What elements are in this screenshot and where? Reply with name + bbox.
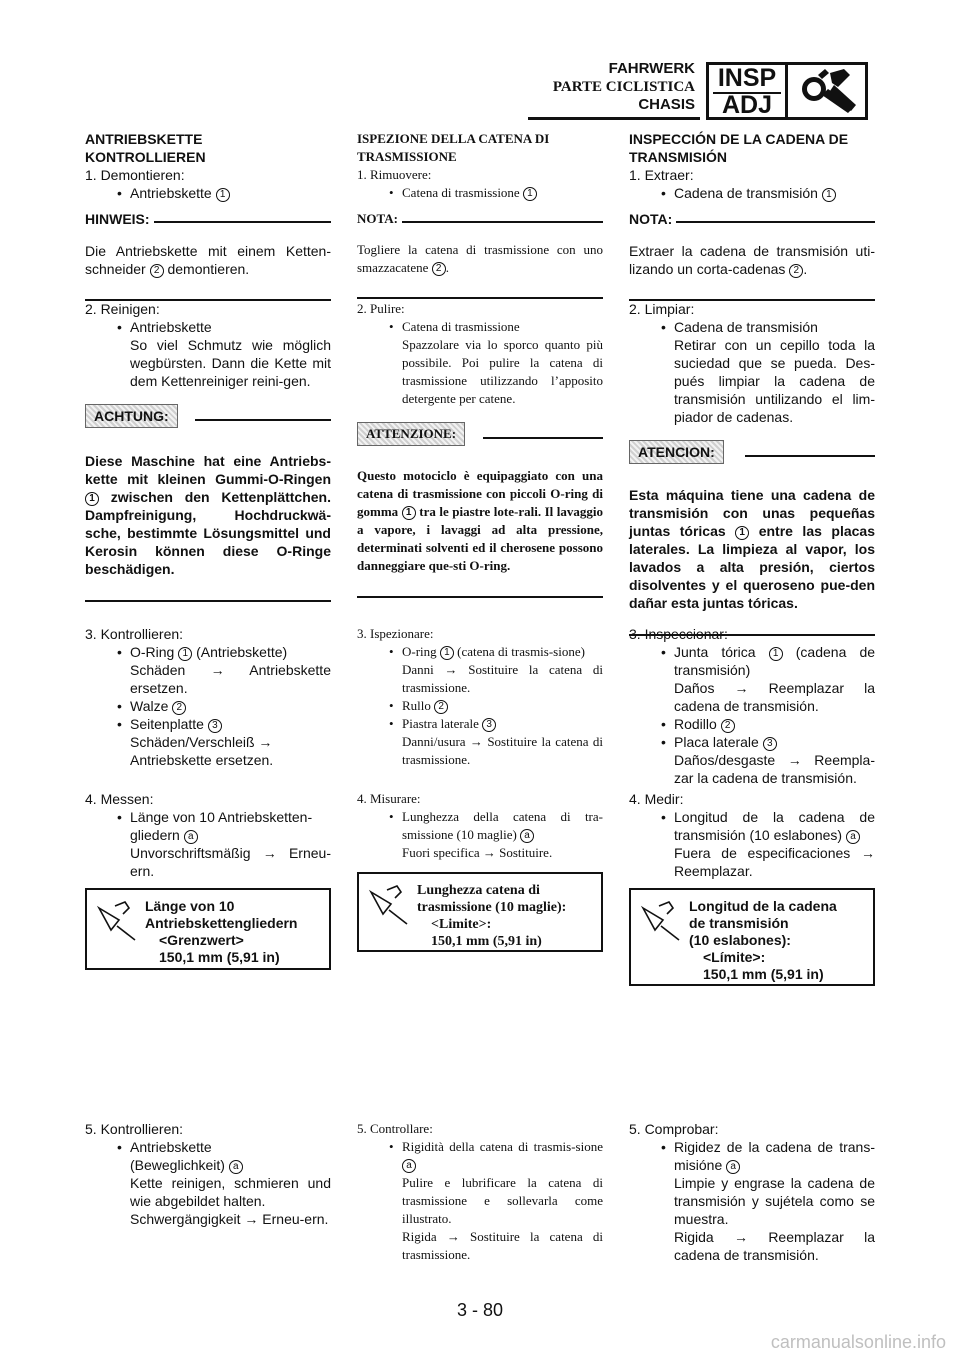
header-label-de: FAHRWERK bbox=[608, 60, 695, 77]
step-4: 4. Messen: bbox=[85, 791, 154, 807]
spec-line-3: <Limite>: bbox=[431, 917, 492, 932]
step-3-item-3: • Placa laterale 3 bbox=[629, 733, 875, 751]
block-measure bbox=[629, 790, 875, 880]
step-2: 2. Pulire: bbox=[357, 301, 405, 316]
step-5-text-2: Rigida → Sostituire la catena di trasmissione. bbox=[402, 1229, 603, 1262]
spec-value: 150,1 mm (5,91 in) bbox=[159, 949, 280, 965]
step-5-item-2: (Beweglichkeit) a bbox=[85, 1156, 331, 1174]
block-remove bbox=[357, 130, 603, 299]
block-clean bbox=[85, 300, 331, 602]
step-3-item-1: • Junta tórica 1 (cadena de transmisión) bbox=[629, 643, 875, 679]
step-4-item: • Longitud de la cadena de transmisión (10 eslabones) a bbox=[629, 808, 875, 844]
step-4-item: • Länge von 10 Antriebsketten-gliedern a bbox=[85, 808, 331, 844]
note-heading: NOTA: bbox=[629, 210, 875, 228]
step-1: 1. Rimuovere: bbox=[357, 167, 432, 182]
watermark: carmanualsonline.info bbox=[770, 1332, 946, 1352]
step-4: 4. Misurare: bbox=[357, 791, 421, 806]
measure-tool-icon bbox=[367, 884, 411, 928]
step-2-text: Spazzolare via lo sporco quanto più possibile. Poi pulire la catena di trasmissione utilizzando l’apposito detergente per catene. bbox=[402, 337, 603, 406]
step-4-text: Fuori specifica → Sostituire. bbox=[402, 845, 553, 860]
page-number: 3 - 80 bbox=[456, 1300, 504, 1320]
section-title-line1: ISPEZIONE DELLA CATENA DI bbox=[357, 131, 550, 146]
block-inspect bbox=[85, 625, 331, 769]
section-title-line1: ANTRIEBSKETTE bbox=[85, 131, 203, 147]
wrench-tool-icon bbox=[788, 62, 868, 120]
caution-heading: ATENCION: bbox=[629, 440, 875, 464]
step-3-item-3-text: Schäden/Verschleiß → Antriebskette ersetzen. bbox=[130, 734, 274, 768]
step-2-item: • Cadena de transmisión bbox=[629, 318, 875, 336]
insp-adj-badge bbox=[706, 62, 788, 120]
block-measure bbox=[85, 790, 331, 880]
step-3: 3. Ispezionare: bbox=[357, 626, 434, 641]
note-text: Togliere la catena di trasmissione con uno smazzacatene 2 . bbox=[357, 242, 603, 275]
step-2: 2. Reinigen: bbox=[85, 301, 160, 317]
spec-line-4: <Límite>: bbox=[703, 949, 766, 965]
step-2-item: • Antriebskette bbox=[85, 318, 331, 336]
caution-end-rule bbox=[357, 596, 603, 598]
block-remove bbox=[629, 130, 875, 301]
step-1-item: • Cadena de transmisión 1 bbox=[629, 184, 875, 202]
step-5: 5. Kontrollieren: bbox=[85, 1121, 184, 1137]
step-5-text: Pulire e lubrificare la catena di trasmissione e sollevarla come illustrato. bbox=[402, 1175, 603, 1226]
section-title-line2: TRASMISSIONE bbox=[357, 149, 457, 164]
caution-text: Questo motociclo è equipaggiato con una catena di trasmissione con piccoli O-ring di gomma 1 tra le piastre lote-rali. Il lavaggio a vapore, i lavaggi ad alta pressione, determinati solventi ed il cherosene possono danneggiare que-sti O-ring. bbox=[357, 468, 604, 573]
step-5-text-2: Rigida → Reemplazar la cadena de transmisión. bbox=[674, 1229, 875, 1263]
caution-heading: ACHTUNG: bbox=[85, 404, 331, 428]
spec-line-1: Länge von 10 bbox=[145, 898, 235, 914]
step-3-item-2: • Walze 2 bbox=[85, 697, 331, 715]
step-3-item-1-text: Schäden → Antriebskette ersetzen. bbox=[130, 662, 331, 696]
step-5-text: Kette reinigen, schmieren und wie abgebildet halten. bbox=[130, 1175, 331, 1209]
step-3-item-3-text: Daños/desgaste → Reempla-zar la cadena de transmisión. bbox=[674, 752, 875, 786]
step-2-text: So viel Schmutz wie möglich wegbürsten. Dann die Kette mit dem Kettenreiniger reini-gen. bbox=[130, 337, 331, 389]
section-title-line1: INSPECCIÓN DE LA CADENA DE bbox=[629, 131, 849, 147]
caution-text: Diese Maschine hat eine Antriebs-kette mit kleinen Gummi-O-Ringen 1 zwischen den Kettenplättchen. Dampfreinigung, Hochdruckwä-sche, bestimmte Lösungsmittel und Kerosin können diese O-Ringe beschädigen. bbox=[85, 453, 331, 577]
spec-line-2: Antriebskettengliedern bbox=[145, 915, 298, 931]
step-3-item-3-text: Danni/usura → Sostituire la catena di trasmissione. bbox=[402, 734, 603, 767]
caution-end-rule bbox=[85, 600, 331, 602]
step-5-item: • Rigidez de la cadena de trans-misióne a bbox=[629, 1138, 875, 1174]
section-title-line2: TRANSMISIÓN bbox=[629, 149, 727, 165]
header-rule bbox=[528, 117, 700, 120]
step-3-item-1: • O-ring 1 (catena di trasmis-sione) bbox=[357, 643, 603, 661]
note-end-rule bbox=[357, 297, 603, 299]
block-measure bbox=[357, 790, 603, 862]
header-label-it: PARTE CICLISTICA bbox=[552, 79, 695, 95]
note-heading: HINWEIS: bbox=[85, 210, 331, 228]
step-5-text-2: Schwergängigkeit → Erneu-ern. bbox=[130, 1211, 329, 1227]
note-text: Die Antriebskette mit einem Ketten- schneider 2 demontieren. bbox=[85, 243, 331, 277]
step-4-item: • Lunghezza della catena di tra-smissione (10 maglie) a bbox=[357, 808, 603, 844]
step-1-item: • Antriebskette 1 bbox=[85, 184, 331, 202]
measure-tool-icon bbox=[639, 900, 683, 944]
spec-line-1: Lunghezza catena di bbox=[417, 883, 540, 898]
measure-tool-icon bbox=[95, 900, 139, 944]
step-3-item-1-text: Danni → Sostituire la catena di trasmissione. bbox=[402, 662, 603, 695]
note-text: Extraer la cadena de transmisión uti-lizando un corta-cadenas 2 . bbox=[629, 243, 875, 277]
spec-box bbox=[629, 888, 875, 986]
step-2-item: • Catena di trasmissione bbox=[357, 318, 603, 336]
block-clean bbox=[629, 300, 875, 636]
block-check bbox=[629, 1120, 875, 1264]
spec-box bbox=[357, 872, 603, 952]
step-5-item: • Rigidità della catena di trasmis-sione a bbox=[357, 1138, 603, 1174]
spec-line-2: trasmissione (10 maglie): bbox=[417, 900, 567, 915]
step-4: 4. Medir: bbox=[629, 791, 684, 807]
step-2-text: Retirar con un cepillo toda la suciedad que se pueda. Des-pués limpiar la cadena de transmisión untilizando el lim-piador de cadenas. bbox=[674, 337, 875, 425]
step-3-item-3: • Seitenplatte 3 bbox=[85, 715, 331, 733]
spec-line-3: <Grenzwert> bbox=[159, 932, 244, 948]
caution-text: Esta máquina tiene una cadena de transmisión con unas pequeñas juntas tóricas 1 entre las placas laterales. La limpieza al vapor, los lavados a alta presión, ciertos disolventes y el queroseno pue-den dañar esta juntas tóricas. bbox=[629, 487, 875, 611]
step-1-item: • Catena di trasmissione 1 bbox=[357, 184, 603, 202]
spec-value: 150,1 mm (5,91 in) bbox=[431, 934, 542, 949]
section-title-line2: KONTROLLIEREN bbox=[85, 149, 206, 165]
spec-value: 150,1 mm (5,91 in) bbox=[703, 966, 824, 982]
header-label-es: CHASIS bbox=[638, 96, 695, 113]
block-remove bbox=[85, 130, 331, 301]
caution-heading: ATTENZIONE: bbox=[357, 422, 603, 446]
badge-bottom-text: ADJ bbox=[721, 91, 772, 119]
ref-number: 1 bbox=[216, 188, 230, 202]
step-5: 5. Comprobar: bbox=[629, 1121, 719, 1137]
step-1: 1. Demontieren: bbox=[85, 167, 185, 183]
badge-top-text: INSP bbox=[717, 64, 777, 92]
step-3-item-2: • Rodillo 2 bbox=[629, 715, 875, 733]
block-check bbox=[85, 1120, 331, 1228]
step-3-item-3: • Piastra laterale 3 bbox=[357, 715, 603, 733]
spec-line-2: de transmisión bbox=[689, 915, 789, 931]
block-inspect bbox=[357, 625, 603, 769]
step-1: 1. Extraer: bbox=[629, 167, 694, 183]
note-heading: NOTA: bbox=[357, 210, 603, 228]
step-3-item-2: • Rullo 2 bbox=[357, 697, 603, 715]
spec-line-1: Longitud de la cadena bbox=[689, 898, 837, 914]
step-3: 3. Inspeccionar: bbox=[629, 626, 728, 642]
step-5: 5. Controllare: bbox=[357, 1121, 433, 1136]
step-5-item: • Antriebskette bbox=[85, 1138, 331, 1156]
step-3: 3. Kontrollieren: bbox=[85, 626, 184, 642]
spec-box bbox=[85, 888, 331, 970]
step-4-text: Unvorschriftsmäßig → Erneu-ern. bbox=[130, 845, 331, 879]
step-5-text: Limpie y engrase la cadena de transmisión y sujétela como se muestra. bbox=[674, 1175, 875, 1227]
block-clean bbox=[357, 300, 603, 598]
step-2: 2. Limpiar: bbox=[629, 301, 695, 317]
step-4-text: Fuera de especificaciones → Reemplazar. bbox=[674, 845, 875, 879]
step-3-item-1: • O-Ring 1 (Antriebskette) bbox=[85, 643, 331, 661]
section-header bbox=[553, 60, 695, 114]
block-inspect bbox=[629, 625, 875, 787]
spec-line-3: (10 eslabones): bbox=[689, 932, 791, 948]
step-3-item-1-text: Daños → Reemplazar la cadena de transmisión. bbox=[674, 680, 875, 714]
block-check bbox=[357, 1120, 603, 1264]
